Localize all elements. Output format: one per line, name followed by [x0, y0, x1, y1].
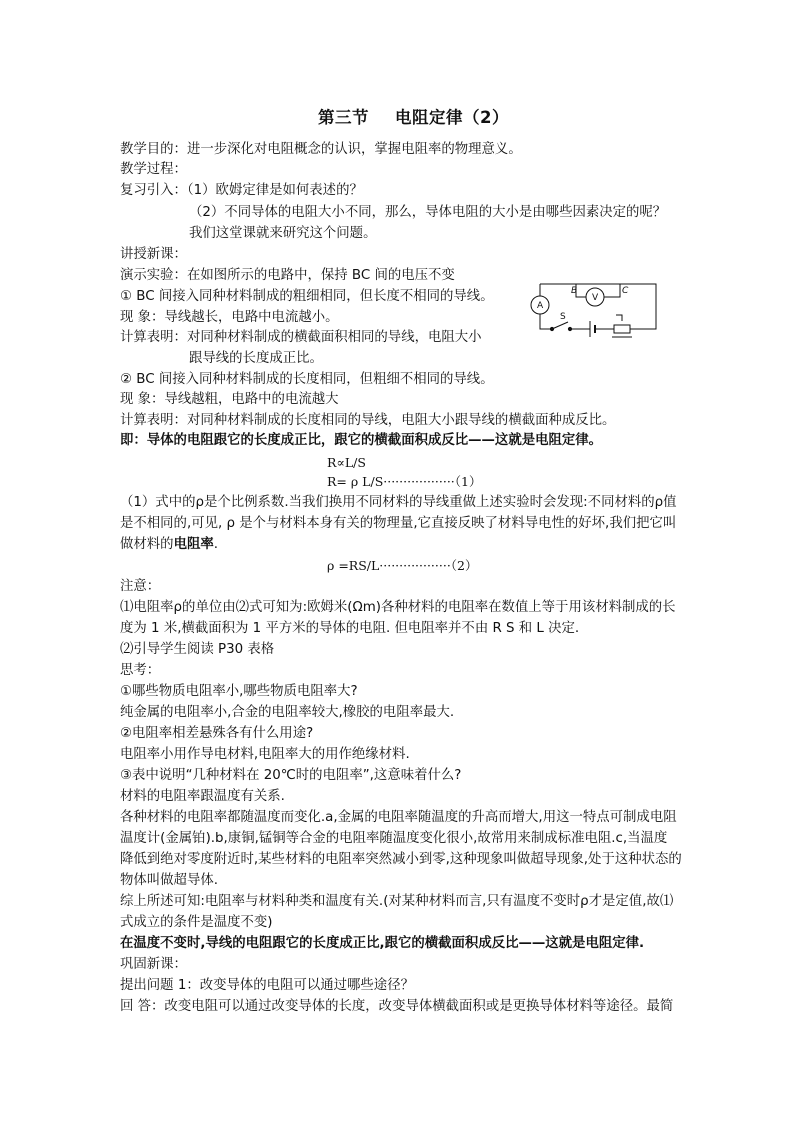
text-line: 教学目的：进一步深化对电阻概念的认识，掌握电阻率的物理意义。	[120, 142, 522, 157]
text-line: 思考：	[120, 663, 161, 678]
text-line: 复习引入：（1）欧姆定律是如何表述的？	[120, 183, 363, 198]
text-line: 是不相同的,可见, ρ 是个与材料本身有关的物理量,它直接反映了材料导电性的好坏,我们把它叫	[120, 516, 677, 531]
voltmeter-label: V	[592, 293, 599, 303]
circuit-diagram	[524, 275, 660, 343]
switch-blade	[552, 322, 568, 329]
text-line: 提出问题 1：改变导体的电阻可以通过哪些途径？	[120, 978, 414, 993]
text-line: ② BC 间接入同种材料制成的长度相同，但粗细不相同的导线。	[120, 372, 494, 387]
rheostat-body	[614, 325, 630, 333]
text-line: 教学过程：	[120, 162, 187, 177]
text-line: ②电阻率相差悬殊各有什么用途?	[120, 726, 314, 741]
text-line: ⑴电阻率ρ的单位由⑵式可知为:欧姆米(Ωm)各种材料的电阻率在数值上等于用该材料制成的长	[120, 600, 676, 615]
text-line: 跟导线的长度成正比。	[189, 351, 323, 366]
text-line: 物体叫做超导体.	[120, 873, 218, 888]
text-line: （1）式中的ρ是个比例系数.当我们换用不同材料的导线重做上述实验时会发现:不同材料的ρ值	[120, 495, 677, 510]
text-line: 巩固新课：	[120, 957, 187, 972]
resistance-law-conclusion: 在温度不变时,导线的电阻跟它的长度成正比,跟它的横截面积成反比——这就是电阻定律.	[120, 936, 645, 951]
text-line: 各种材料的电阻率都随温度而变化.a,金属的电阻率随温度的升高而增大,用这一特点可制成电阻	[120, 810, 677, 825]
text-line	[120, 535, 218, 554]
text-line: 现 象：导线越长，电路中电流越小。	[120, 310, 339, 325]
page-title	[318, 108, 509, 127]
text-line: 演示实验：在如图所示的电路中，保持 BC 间的电压不变	[120, 268, 455, 283]
switch-label: S	[560, 312, 566, 322]
resistance-law-statement: 即：导体的电阻跟它的长度成正比，跟它的横截面积成反比——这就是电阻定律。	[120, 433, 603, 448]
formula-1: R= ρ L/S··················（1）	[327, 474, 482, 489]
text-line: 温度计(金属铂).b,康铜,锰铜等合金的电阻率随温度变化很小,故常用来制成标准电阻.c,当温度	[120, 831, 668, 846]
voltmeter-wire	[604, 284, 620, 297]
voltmeter-wire	[576, 284, 586, 297]
section-number: 第三节	[318, 108, 369, 127]
text-line: 电阻率小用作导电材料,电阻率大的用作绝缘材料.	[120, 747, 410, 762]
text-line: 计算表明：对同种材料制成的横截面积相同的导线，电阻大小	[120, 330, 482, 345]
text-line: 现 象：导线越粗，电路中的电流越大	[120, 392, 339, 407]
text-line: ①哪些物质电阻率小,哪些物质电阻率大?	[120, 684, 358, 699]
text-line: ⑵引导学生阅读 P30 表格	[120, 642, 275, 657]
ammeter-label: A	[537, 301, 544, 311]
text-line: 纯金属的电阻率小,合金的电阻率较大,橡胶的电阻率最大.	[120, 705, 455, 720]
term-resistivity: 电阻率	[173, 537, 214, 552]
text-span: 做材料的	[120, 537, 174, 552]
text-line: 回 答：改变电阻可以通过改变导体的长度，改变导体横截面积或是更换导体材料等途径。最简	[120, 999, 674, 1014]
text-line: 讲授新课：	[120, 247, 187, 262]
text-line: （2）不同导体的电阻大小不同，那么，导体电阻的大小是由哪些因素决定的呢？	[189, 205, 667, 220]
text-span: .	[213, 537, 218, 552]
point-c-label: C	[622, 286, 629, 296]
formula-proportional: R∝L/S	[327, 455, 366, 470]
text-line: 度为 1 米,横截面积为 1 平方米的导体的电阻. 但电阻率并不由 R S 和 L 决定.	[120, 621, 580, 636]
text-line: 降低到绝对零度附近时,某些材料的电阻率突然减小到零,这种现象叫做超导现象,处于这种状态的	[120, 852, 682, 867]
text-line: ① BC 间接入同种材料制成的粗细相同，但长度不相同的导线。	[120, 289, 494, 304]
section-name: 电阻定律（2）	[395, 108, 509, 127]
text-line: 式成立的条件是温度不变)	[120, 915, 273, 930]
formula-2: ρ =RS/L··················（2）	[327, 558, 478, 573]
text-line: ③表中说明“几种材料在 20℃时的电阻率”,这意味着什么?	[120, 768, 462, 783]
text-line: 综上所述可知:电阻率与材料种类和温度有关.(对某种材料而言,只有温度不变时ρ才是定值,故⑴	[120, 894, 674, 909]
rheostat-slider	[616, 315, 622, 321]
circuit-wire-top	[540, 284, 656, 329]
point-b-label: B	[571, 286, 578, 296]
text-line: 我们这堂课就来研究这个问题。	[189, 226, 377, 241]
text-line: 材料的电阻率跟温度有关系.	[120, 789, 285, 804]
text-line: 注意：	[120, 579, 161, 594]
text-line: 计算表明：对同种材料制成的长度相同的导线，电阻大小跟导线的横截面种成反比。	[120, 413, 616, 428]
